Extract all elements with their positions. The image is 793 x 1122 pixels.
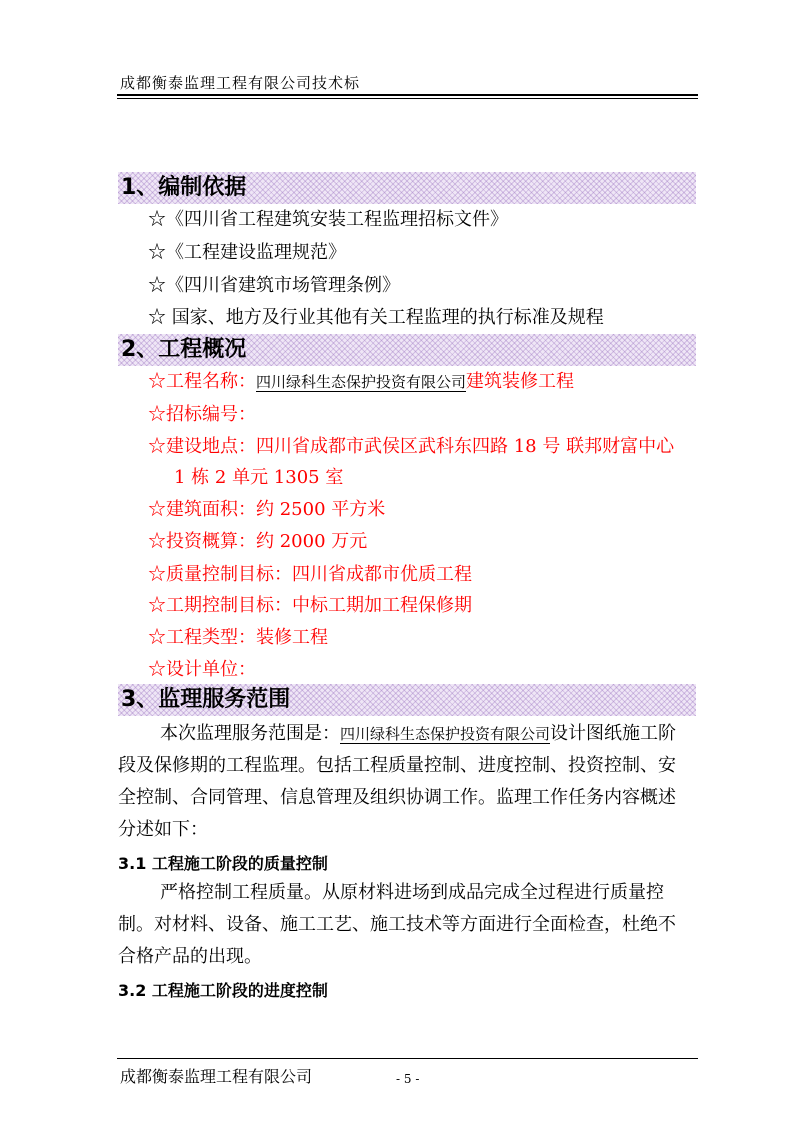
scope-owner-name: 四川绿科生态保护投资有限公司 [340, 725, 551, 743]
quality-goal: ☆质量控制目标：四川省成都市优质工程 [148, 564, 472, 585]
project-name-label: ☆工程名称： [148, 371, 256, 392]
location-line-1: ☆建设地点：四川省成都市武侯区武科东四路 18 号 联邦财富中心 [148, 436, 675, 457]
quality-para-line-2: 制。对材料、设备、施工工艺、施工技术等方面进行全面检查，杜绝不 [118, 914, 676, 935]
section-2-heading: 2、工程概况 [118, 334, 696, 366]
section-3-heading: 3、监理服务范围 [118, 684, 696, 716]
quality-para-line-3: 合格产品的出现。 [118, 946, 262, 967]
scope-para-line-1 [160, 722, 676, 746]
header-title: 成都衡泰监理工程有限公司技术标 [120, 74, 361, 92]
owner-name: 四川绿科生态保护投资有限公司 [256, 373, 467, 391]
basis-item-3: ☆《四川省建筑市场管理条例》 [148, 275, 400, 296]
scope-prefix: 本次监理服务范围是： [160, 723, 340, 744]
section-1-heading: 1、编制依据 [118, 172, 696, 204]
page-number: - 5 - [396, 1072, 420, 1086]
footer-rule [117, 1058, 698, 1059]
basis-item-2: ☆《工程建设监理规范》 [148, 242, 346, 263]
basis-item-4: ☆ 国家、地方及行业其他有关工程监理的执行标准及规程 [148, 307, 604, 328]
location-line-2: 1 栋 2 单元 1305 室 [174, 467, 344, 488]
subsection-3-2-heading: 3.2 工程施工阶段的进度控制 [118, 981, 328, 1000]
scope-para-line-3: 全控制、合同管理、信息管理及组织协调工作。监理工作任务内容概述 [118, 787, 676, 808]
bid-number: ☆招标编号： [148, 404, 256, 425]
basis-item-1: ☆《四川省工程建筑安装工程监理招标文件》 [148, 209, 508, 230]
header-rule [117, 94, 698, 96]
investment-estimate: ☆投资概算：约 2000 万元 [148, 531, 368, 552]
scope-para-line-2: 段及保修期的工程监理。包括工程质量控制、进度控制、投资控制、安 [118, 755, 676, 776]
building-area: ☆建筑面积：约 2500 平方米 [148, 499, 386, 520]
project-name-suffix: 建筑装修工程 [466, 371, 575, 392]
scope-suffix: 设计图纸施工阶 [550, 723, 677, 744]
project-type: ☆工程类型：装修工程 [148, 627, 328, 648]
header-rule-thin [117, 98, 698, 99]
project-name-line [148, 370, 574, 394]
schedule-goal: ☆工期控制目标：中标工期加工程保修期 [148, 595, 472, 616]
scope-para-line-4: 分述如下： [118, 819, 208, 840]
design-unit: ☆设计单位： [148, 659, 256, 680]
quality-para-line-1: 严格控制工程质量。从原材料进场到成品完成全过程进行质量控 [160, 882, 664, 903]
footer-company: 成都衡泰监理工程有限公司 [120, 1067, 313, 1086]
subsection-3-1-heading: 3.1 工程施工阶段的质量控制 [118, 854, 328, 873]
